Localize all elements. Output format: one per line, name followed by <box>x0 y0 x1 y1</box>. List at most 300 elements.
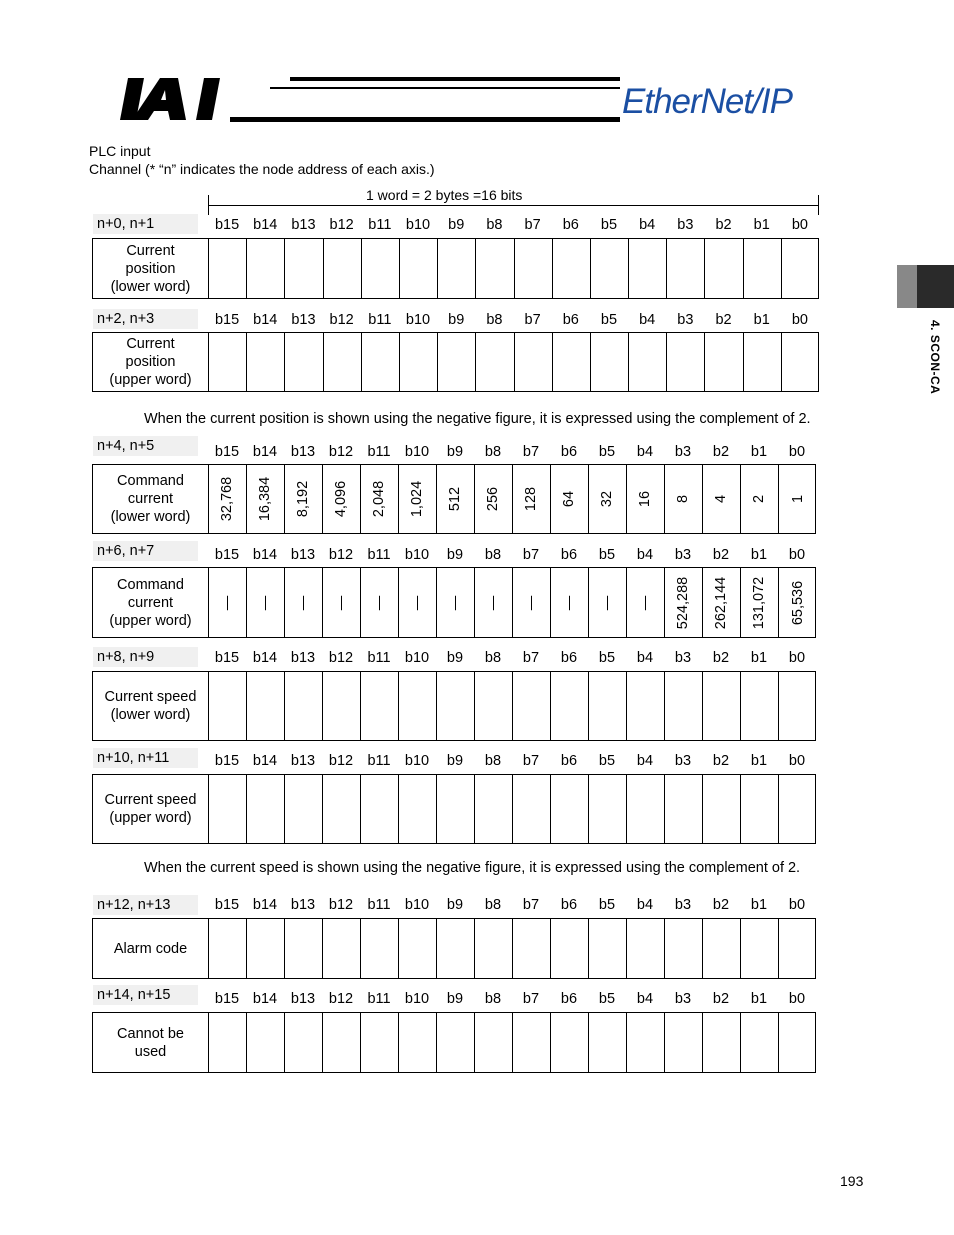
bit-label: b3 <box>674 897 692 913</box>
bit-label: b11 <box>368 312 392 328</box>
bit-weight: 64 <box>561 490 578 508</box>
bit-cell <box>361 568 399 637</box>
bit-cell <box>551 672 589 740</box>
bit-cell <box>324 333 362 391</box>
bit-label: b3 <box>674 991 692 1007</box>
bit-cell <box>475 775 513 843</box>
bit-cell <box>209 333 247 391</box>
bit-cell <box>741 568 779 637</box>
bit-label: b0 <box>788 897 806 913</box>
bit-cell <box>323 919 361 978</box>
bit-label: b13 <box>291 312 316 328</box>
bit-header-row <box>208 751 816 771</box>
bit-label: b4 <box>639 217 656 233</box>
register-row <box>92 332 819 392</box>
bit-cell <box>744 239 782 298</box>
register-row <box>92 671 816 741</box>
bit-cell <box>247 1013 285 1072</box>
bit-label: b7 <box>522 444 540 460</box>
bit-cell <box>703 465 741 533</box>
bit-label: b9 <box>446 444 464 460</box>
bit-label: b1 <box>753 312 770 328</box>
bit-label: b13 <box>290 444 316 460</box>
bit-cell <box>591 239 629 298</box>
bit-label: b13 <box>290 753 316 769</box>
bit-cell <box>779 919 817 978</box>
bit-cell <box>515 333 553 391</box>
bit-label: b0 <box>788 650 806 666</box>
chapter-tab-light <box>897 265 917 308</box>
bit-label: b15 <box>214 650 240 666</box>
bit-weight: 32,768 <box>219 476 236 522</box>
bit-label: b12 <box>328 753 354 769</box>
bit-label: b4 <box>636 547 654 563</box>
bit-cell <box>285 568 323 637</box>
bit-cell <box>209 919 247 978</box>
bit-label: b6 <box>562 312 579 328</box>
bit-label: b11 <box>367 753 391 769</box>
bit-weight: 131,072 <box>751 576 768 629</box>
bit-cell <box>209 465 247 533</box>
bit-label: b14 <box>252 897 278 913</box>
channel-tag: n+12, n+13 <box>93 895 198 915</box>
bit-cell <box>589 919 627 978</box>
register-label: Current speed (lower word) <box>93 672 209 740</box>
bit-cell <box>553 333 591 391</box>
bit-label: b2 <box>712 897 730 913</box>
bit-cell <box>437 919 475 978</box>
bit-label: b2 <box>712 547 730 563</box>
channel-tag: n+10, n+11 <box>93 748 198 768</box>
bit-cell <box>551 465 589 533</box>
bit-label: b6 <box>560 897 578 913</box>
bit-label: b2 <box>715 217 732 233</box>
bit-cell <box>703 568 741 637</box>
bit-cell <box>323 775 361 843</box>
bit-label: b13 <box>290 650 316 666</box>
bit-label: b10 <box>404 650 430 666</box>
bit-label: b5 <box>598 547 616 563</box>
bit-weight: 524,288 <box>675 576 692 629</box>
bit-label: b11 <box>367 650 391 666</box>
bit-label: b2 <box>712 753 730 769</box>
bit-cell <box>438 333 476 391</box>
bit-cell <box>285 775 323 843</box>
bit-cell <box>399 1013 437 1072</box>
bit-cell <box>665 775 703 843</box>
bit-label: b14 <box>252 444 278 460</box>
bit-cell <box>551 568 589 637</box>
register-label: Current speed (upper word) <box>93 775 209 843</box>
bit-cell <box>209 568 247 637</box>
bit-weight: 512 <box>447 486 464 512</box>
bit-label: b9 <box>446 753 464 769</box>
bit-label: b11 <box>367 897 391 913</box>
bit-cell <box>285 1013 323 1072</box>
bit-label: b0 <box>788 991 806 1007</box>
bit-weight: ― <box>599 595 616 610</box>
bit-label: b6 <box>562 217 579 233</box>
bit-cell <box>513 465 551 533</box>
bit-header-row <box>208 545 816 565</box>
register-label: Command current (lower word) <box>93 465 209 533</box>
bit-cell <box>744 333 782 391</box>
bit-weight: ― <box>561 595 578 610</box>
bit-label: b4 <box>636 444 654 460</box>
bit-label: b4 <box>636 650 654 666</box>
bit-cell <box>627 568 665 637</box>
bit-label: b11 <box>367 547 391 563</box>
bit-cell <box>553 239 591 298</box>
channel-tag: n+8, n+9 <box>93 647 198 667</box>
bit-label: b12 <box>328 991 354 1007</box>
bit-cell <box>551 775 589 843</box>
bit-cell <box>247 333 285 391</box>
bit-cell <box>476 239 514 298</box>
bit-label: b7 <box>522 753 540 769</box>
bit-label: b8 <box>484 991 502 1007</box>
bit-cell <box>285 239 323 298</box>
bit-cell <box>361 919 399 978</box>
bit-cell <box>285 919 323 978</box>
bit-label: b10 <box>404 991 430 1007</box>
bit-label: b1 <box>750 897 768 913</box>
bit-cell <box>779 1013 817 1072</box>
ethernet-ip-logo: EtherNet/IP <box>622 82 792 121</box>
bit-cell <box>589 775 627 843</box>
bit-cell <box>209 239 247 298</box>
bit-cell <box>437 1013 475 1072</box>
bit-label: b15 <box>214 897 240 913</box>
bit-cell <box>782 333 820 391</box>
bit-weight: 8,192 <box>295 480 312 518</box>
bit-weight: ― <box>371 595 388 610</box>
bit-label: b7 <box>524 217 541 233</box>
bit-cell <box>361 1013 399 1072</box>
bit-cell <box>513 568 551 637</box>
bit-header-row <box>208 648 816 668</box>
bit-cell <box>209 775 247 843</box>
bit-label: b7 <box>522 991 540 1007</box>
bit-label: b12 <box>328 547 354 563</box>
bit-label: b9 <box>446 547 464 563</box>
bit-cell <box>589 672 627 740</box>
bit-label: b1 <box>750 444 768 460</box>
bit-cell <box>361 672 399 740</box>
bit-cell <box>705 239 743 298</box>
bit-cell <box>627 465 665 533</box>
bit-label: b1 <box>750 547 768 563</box>
bit-cell <box>475 465 513 533</box>
bit-cell <box>627 775 665 843</box>
bit-header-row <box>208 442 816 462</box>
bit-weight: ― <box>485 595 502 610</box>
bit-weight: ― <box>447 595 464 610</box>
bit-cell <box>437 465 475 533</box>
bit-label: b15 <box>214 444 240 460</box>
bit-label: b9 <box>448 312 465 328</box>
bit-label: b5 <box>600 312 618 328</box>
bit-label: b3 <box>674 753 692 769</box>
bit-cell <box>475 919 513 978</box>
bit-label: b4 <box>639 312 656 328</box>
bit-cell <box>247 919 285 978</box>
bit-label: b15 <box>214 547 240 563</box>
register-row <box>92 464 816 534</box>
chapter-tab-dark <box>917 265 954 308</box>
channel-tag: n+14, n+15 <box>93 985 198 1005</box>
bit-label: b12 <box>329 312 354 328</box>
bit-cell <box>437 775 475 843</box>
channel-tag: n+0, n+1 <box>93 214 198 234</box>
bit-cell <box>779 568 817 637</box>
bit-label: b6 <box>560 753 578 769</box>
bit-cell <box>741 672 779 740</box>
position-complement-note: When the current position is shown using the negative figure, it is expressed using the complement of 2. <box>144 411 811 427</box>
bit-label: b13 <box>290 991 316 1007</box>
intro-channel-note: Channel (* “n” indicates the node address of each axis.) <box>89 161 435 177</box>
bit-cell <box>665 1013 703 1072</box>
bit-label: b7 <box>522 650 540 666</box>
bit-weight: ― <box>409 595 426 610</box>
bit-label: b6 <box>560 991 578 1007</box>
bit-cell <box>779 672 817 740</box>
bit-cell <box>779 775 817 843</box>
bit-cell <box>629 333 667 391</box>
bit-cell <box>437 672 475 740</box>
bit-label: b10 <box>404 897 430 913</box>
bit-label: b4 <box>636 991 654 1007</box>
bit-weight: ― <box>257 595 274 610</box>
bit-label: b3 <box>677 312 694 328</box>
bit-label: b14 <box>252 991 278 1007</box>
bit-cell <box>515 239 553 298</box>
bit-label: b12 <box>328 650 354 666</box>
bit-cell <box>247 672 285 740</box>
bit-cell <box>513 1013 551 1072</box>
bit-cell <box>247 465 285 533</box>
bit-cell <box>285 672 323 740</box>
bit-header-row <box>208 895 816 915</box>
bit-header-row <box>208 310 819 330</box>
bit-label: b7 <box>524 312 541 328</box>
bit-label: b12 <box>328 897 354 913</box>
register-row <box>92 238 819 299</box>
bit-cell <box>438 239 476 298</box>
bit-label: b15 <box>214 217 240 233</box>
bit-weight: 2 <box>751 494 768 504</box>
bit-cell <box>629 239 667 298</box>
bit-cell <box>476 333 514 391</box>
bit-label: b8 <box>486 217 503 233</box>
bit-cell <box>703 672 741 740</box>
bit-label: b8 <box>484 547 502 563</box>
bit-label: b15 <box>214 312 240 328</box>
bit-label: b4 <box>636 753 654 769</box>
bit-weight: 32 <box>599 490 616 508</box>
bit-cell <box>362 333 400 391</box>
bit-label: b4 <box>636 897 654 913</box>
bit-label: b15 <box>214 991 240 1007</box>
bit-label: b3 <box>674 547 692 563</box>
bit-cell <box>209 672 247 740</box>
bit-label: b2 <box>712 650 730 666</box>
bit-cell <box>589 1013 627 1072</box>
bit-label: b2 <box>712 991 730 1007</box>
bit-cell <box>399 672 437 740</box>
bit-label: b10 <box>404 753 430 769</box>
register-row <box>92 918 816 979</box>
bit-label: b3 <box>674 444 692 460</box>
bit-label: b12 <box>329 217 354 233</box>
bit-label: b10 <box>405 217 431 233</box>
bit-cell <box>741 1013 779 1072</box>
bit-cell <box>400 239 438 298</box>
bit-label: b14 <box>253 217 278 233</box>
bit-label: b8 <box>484 753 502 769</box>
bit-label: b3 <box>677 217 694 233</box>
bit-label: b12 <box>328 444 354 460</box>
bit-cell <box>782 239 820 298</box>
bit-cell <box>475 568 513 637</box>
bit-label: b0 <box>788 753 806 769</box>
bit-label: b5 <box>598 753 616 769</box>
bit-cell <box>741 775 779 843</box>
bit-cell <box>667 333 705 391</box>
speed-complement-note: When the current speed is shown using the negative figure, it is expressed using the complement of 2. <box>144 860 801 876</box>
bit-cell <box>399 568 437 637</box>
bit-label: b14 <box>252 547 278 563</box>
bit-label: b9 <box>448 217 465 233</box>
register-row <box>92 1012 816 1073</box>
bit-cell <box>209 1013 247 1072</box>
bit-cell <box>247 568 285 637</box>
bit-cell <box>399 465 437 533</box>
bit-cell <box>665 672 703 740</box>
bit-cell <box>665 568 703 637</box>
bit-label: b3 <box>674 650 692 666</box>
bit-label: b1 <box>753 217 770 233</box>
bit-label: b11 <box>368 217 392 233</box>
bit-cell <box>399 919 437 978</box>
bit-label: b6 <box>560 547 578 563</box>
bit-label: b0 <box>791 217 808 233</box>
bit-cell <box>627 672 665 740</box>
bit-weight: 262,144 <box>713 576 730 629</box>
bit-weight: 4 <box>713 494 730 504</box>
bit-cell <box>247 239 285 298</box>
bit-label: b13 <box>291 217 316 233</box>
register-row <box>92 567 816 638</box>
bit-cell <box>703 919 741 978</box>
bit-label: b8 <box>484 444 502 460</box>
bit-cell <box>323 672 361 740</box>
bit-weight: 1 <box>789 494 806 504</box>
bit-cell <box>475 1013 513 1072</box>
bit-cell <box>703 775 741 843</box>
bit-cell <box>665 465 703 533</box>
bit-cell <box>513 775 551 843</box>
bit-label: b5 <box>598 991 616 1007</box>
bit-cell <box>705 333 743 391</box>
channel-tag: n+4, n+5 <box>93 436 198 456</box>
bit-label: b14 <box>252 753 278 769</box>
bit-cell <box>437 568 475 637</box>
bit-cell <box>362 239 400 298</box>
bit-cell <box>551 919 589 978</box>
bit-cell <box>324 239 362 298</box>
bit-weight: 256 <box>485 486 502 512</box>
bit-label: b2 <box>712 444 730 460</box>
bit-label: b14 <box>253 312 278 328</box>
chapter-label: 4. SCON-CA <box>928 320 942 395</box>
bit-weight: 16,384 <box>257 476 274 522</box>
bit-cell <box>475 672 513 740</box>
bit-cell <box>703 1013 741 1072</box>
register-label: Alarm code <box>93 919 209 978</box>
bit-label: b14 <box>252 650 278 666</box>
channel-tag: n+6, n+7 <box>93 541 198 561</box>
register-label: Current position (upper word) <box>93 333 209 391</box>
bit-label: b1 <box>750 753 768 769</box>
register-label: Current position (lower word) <box>93 239 209 298</box>
bit-label: b1 <box>750 650 768 666</box>
bit-label: b5 <box>598 897 616 913</box>
bit-label: b5 <box>600 217 618 233</box>
bit-header-row <box>208 215 819 235</box>
bit-cell <box>513 919 551 978</box>
bit-cell <box>323 465 361 533</box>
bit-cell <box>400 333 438 391</box>
register-label: Cannot be used <box>93 1013 209 1072</box>
bit-weight: ― <box>523 595 540 610</box>
bit-label: b9 <box>446 991 464 1007</box>
bit-cell <box>591 333 629 391</box>
bit-cell <box>589 568 627 637</box>
bit-weight: 16 <box>637 490 654 508</box>
bit-label: b9 <box>446 650 464 666</box>
bit-label: b10 <box>405 312 431 328</box>
bit-label: b6 <box>560 650 578 666</box>
bit-cell <box>513 672 551 740</box>
register-label: Command current (upper word) <box>93 568 209 637</box>
intro-plc-input: PLC input <box>89 143 151 159</box>
register-row <box>92 774 816 844</box>
bit-label: b7 <box>522 547 540 563</box>
page-number: 193 <box>840 1173 864 1189</box>
bit-weight: 4,096 <box>333 480 350 518</box>
bit-cell <box>399 775 437 843</box>
bit-label: b6 <box>560 444 578 460</box>
bit-cell <box>551 1013 589 1072</box>
bit-label: b2 <box>715 312 732 328</box>
bit-cell <box>323 568 361 637</box>
bit-weight: 65,536 <box>790 580 807 625</box>
bit-label: b13 <box>290 547 316 563</box>
bit-cell <box>361 465 399 533</box>
bit-weight: 8 <box>675 494 692 504</box>
bit-label: b0 <box>791 312 808 328</box>
bit-cell <box>285 333 323 391</box>
header-rule-lines <box>230 77 622 123</box>
bit-label: b11 <box>367 444 391 460</box>
bit-label: b10 <box>404 444 430 460</box>
bit-label: b1 <box>750 991 768 1007</box>
bit-label: b15 <box>214 753 240 769</box>
word-size-label: 1 word = 2 bytes =16 bits <box>366 187 523 203</box>
bit-label: b8 <box>484 650 502 666</box>
bit-label: b5 <box>598 444 616 460</box>
